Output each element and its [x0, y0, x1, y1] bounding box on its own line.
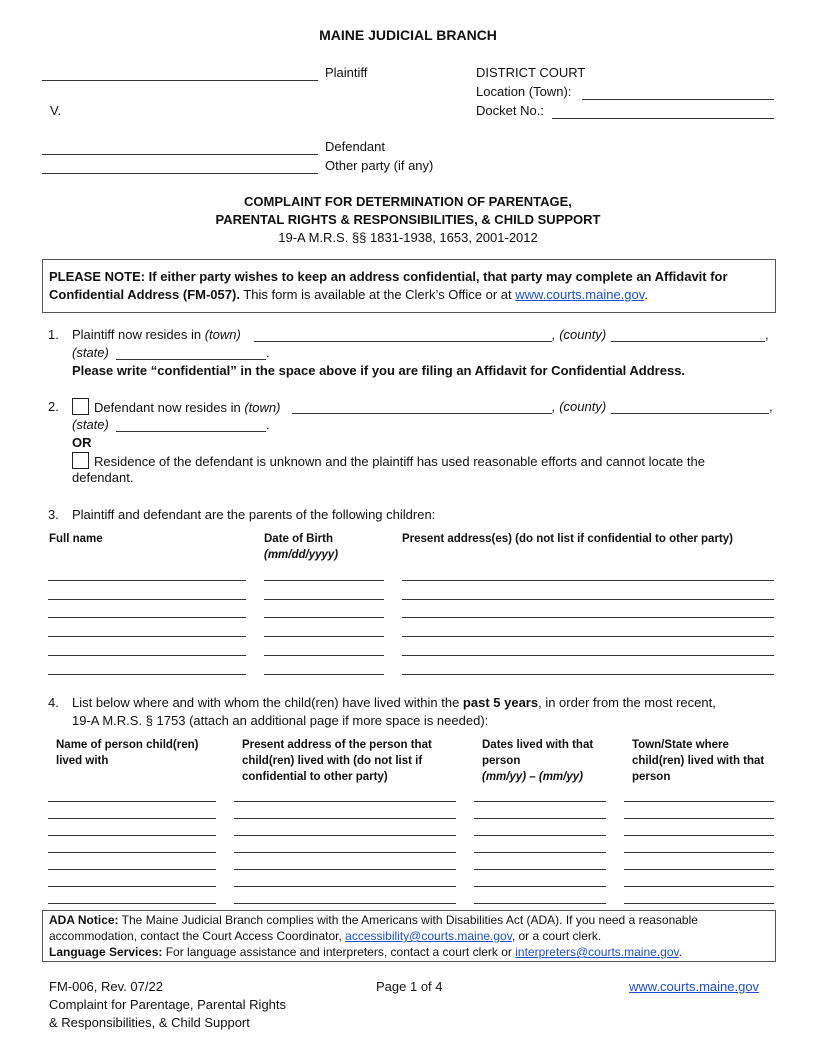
language-text: For language assistance and interpreters, contact a court clerk or: [162, 945, 516, 959]
item4-number: 4.: [48, 695, 59, 710]
item4-text-line2: 19-A M.R.S. § 1753 (attach an additional page if more space is needed):: [72, 713, 489, 728]
ada-text2: accommodation, contact the Court Access Coordinator,: [49, 929, 346, 943]
residence-row[interactable]: [48, 852, 216, 853]
residence-row[interactable]: [234, 886, 456, 887]
residence-row[interactable]: [234, 818, 456, 819]
notice-link[interactable]: www.courts.maine.gov: [515, 287, 645, 302]
residence-row[interactable]: [234, 835, 456, 836]
residence-row[interactable]: [624, 886, 774, 887]
ada-line3: [49, 945, 682, 959]
child-dob-row[interactable]: [264, 636, 384, 637]
child-dob-row[interactable]: [264, 674, 384, 675]
item3-number: 3.: [48, 507, 59, 522]
col-dates-l1: Dates lived with that: [482, 739, 594, 751]
unknown-text: Residence of the defendant is unknown and the plaintiff has used reasonable efforts and cannot locate the: [94, 454, 705, 469]
page-number: Page 1 of 4: [376, 979, 443, 994]
versus-label: V.: [50, 103, 62, 118]
defendant-residence-checkbox[interactable]: [72, 398, 89, 415]
residence-row[interactable]: [474, 852, 606, 853]
residence-row[interactable]: [474, 835, 606, 836]
item4-text-a: List below where and with whom the child(ren) have lived within the: [72, 695, 463, 710]
item2-text: [72, 398, 280, 415]
residence-row[interactable]: [624, 835, 774, 836]
item3-text: Plaintiff and defendant are the parents of the following children:: [72, 507, 436, 522]
item2-lead: Defendant now resides in: [94, 400, 245, 415]
item1-state-label: (state): [72, 345, 109, 360]
residence-row[interactable]: [48, 886, 216, 887]
item1-text: [72, 327, 241, 342]
notice-line1: PLEASE NOTE: If either party wishes to keep an address confidential, that party may complete an Affidavit for: [49, 269, 728, 284]
col-town-l1: Town/State where: [632, 739, 729, 751]
notice-bold: Confidential Address (FM-057).: [49, 287, 240, 302]
plaintiff-town-field[interactable]: [254, 341, 552, 342]
ada-end: .: [678, 945, 682, 959]
notice-line2: [49, 287, 648, 302]
interpreters-email-link[interactable]: interpreters@courts.maine.gov: [515, 945, 679, 959]
form-name-line2: & Responsibilities, & Child Support: [49, 1015, 250, 1030]
residence-row[interactable]: [48, 818, 216, 819]
ada-line2: [49, 929, 601, 943]
ada-text1: The Maine Judicial Branch complies with the Americans with Disabilities Act (ADA). If you need a reasonable: [118, 913, 698, 927]
defendant-label: Defendant: [325, 139, 385, 154]
child-address-row[interactable]: [402, 674, 774, 675]
item2-number: 2.: [48, 399, 59, 414]
item1-instruction: Please write “confidential” in the space above if you are filing an Affidavit for Confidential Address.: [72, 363, 686, 378]
child-dob-row[interactable]: [264, 580, 384, 581]
child-name-row[interactable]: [48, 655, 246, 656]
col-person-l1: Name of person child(ren): [56, 739, 199, 751]
defendant-unknown-checkbox[interactable]: [72, 452, 89, 469]
col-dates: [482, 737, 593, 785]
child-name-row[interactable]: [48, 674, 246, 675]
item2-state-label: (state): [72, 417, 109, 432]
form-id: FM-006, Rev. 07/22: [49, 979, 163, 994]
other-party-field[interactable]: [42, 173, 318, 174]
location-label: Location (Town):: [476, 84, 572, 99]
plaintiff-name-field[interactable]: [42, 80, 318, 81]
child-name-row[interactable]: [48, 636, 246, 637]
col-town-l2: child(ren) lived with that: [632, 755, 765, 767]
item2-or: OR: [72, 435, 92, 450]
residence-row[interactable]: [474, 886, 606, 887]
residence-row[interactable]: [474, 903, 606, 904]
item1-town-label: (town): [204, 327, 241, 342]
form-statute: 19-A M.R.S. §§ 1831-1938, 1653, 2001-2012: [278, 230, 538, 245]
notice-end: .: [644, 287, 648, 302]
docket-field[interactable]: [552, 118, 774, 119]
col-town-l3: person: [632, 771, 671, 783]
child-address-row[interactable]: [402, 617, 774, 618]
col-dates-l3: (mm/yy) – (mm/yy): [482, 771, 583, 783]
child-address-row[interactable]: [402, 636, 774, 637]
residence-row[interactable]: [474, 818, 606, 819]
form-title-line2: PARENTAL RIGHTS & RESPONSIBILITIES, & CHILD SUPPORT: [215, 212, 601, 227]
col-addr-l3: confidential to other party): [242, 771, 388, 783]
child-address-row[interactable]: [402, 655, 774, 656]
other-party-label: Other party (if any): [325, 158, 434, 173]
child-address-row[interactable]: [402, 580, 774, 581]
defendant-state-field[interactable]: [116, 431, 266, 432]
residence-row[interactable]: [624, 818, 774, 819]
branch-title: MAINE JUDICIAL BRANCH: [319, 27, 497, 43]
defendant-town-field[interactable]: [292, 413, 552, 414]
residence-row[interactable]: [234, 852, 456, 853]
court-label: DISTRICT COURT: [476, 65, 586, 80]
residence-row[interactable]: [48, 869, 216, 870]
child-name-row[interactable]: [48, 617, 246, 618]
ada-text3: , or a court clerk.: [511, 929, 602, 943]
item4-text-b: , in order from the most recent,: [538, 695, 716, 710]
col-person-address: [242, 737, 432, 785]
residence-row[interactable]: [474, 869, 606, 870]
residence-row[interactable]: [474, 801, 606, 802]
col-dob: Date of Birth: [264, 533, 333, 545]
ada-label: ADA Notice:: [49, 913, 119, 927]
accessibility-email-link[interactable]: accessibility@courts.maine.gov: [345, 929, 512, 943]
child-address-row[interactable]: [402, 599, 774, 600]
item2-county-label: , (county): [552, 399, 607, 414]
child-dob-row[interactable]: [264, 655, 384, 656]
defendant-name-field[interactable]: [42, 154, 318, 155]
plaintiff-county-field[interactable]: [611, 341, 765, 342]
col-addr-l1: Present address of the person that: [242, 739, 432, 751]
residence-row[interactable]: [624, 801, 774, 802]
child-dob-row[interactable]: [264, 617, 384, 618]
residence-row[interactable]: [234, 903, 456, 904]
col-person-l2: lived with: [56, 755, 109, 767]
col-person: [56, 737, 199, 769]
item1-number: 1.: [48, 327, 59, 342]
col-dob-format: (mm/dd/yyyy): [264, 549, 339, 561]
residence-row[interactable]: [234, 801, 456, 802]
item4-text: [72, 695, 716, 710]
language-label: Language Services:: [49, 945, 163, 959]
plaintiff-state-field[interactable]: [116, 359, 266, 360]
residence-row[interactable]: [48, 801, 216, 802]
col-full-name: Full name: [49, 533, 103, 545]
residence-row[interactable]: [624, 869, 774, 870]
ada-line1: [49, 913, 698, 927]
item2-unknown-line2: defendant.: [72, 470, 134, 485]
form-title-line1: COMPLAINT FOR DETERMINATION OF PARENTAGE,: [244, 194, 572, 209]
footer-website-link[interactable]: www.courts.maine.gov: [629, 979, 760, 994]
form-name-line1: Complaint for Parentage, Parental Rights: [49, 997, 287, 1012]
notice-text: This form is available at the Clerk’s Office or at: [239, 287, 516, 302]
residence-row[interactable]: [48, 903, 216, 904]
item4-text-bold: past 5 years: [462, 695, 539, 710]
residence-row[interactable]: [234, 869, 456, 870]
col-town-state: [632, 737, 764, 785]
child-name-row[interactable]: [48, 580, 246, 581]
item2-unknown-line1: [72, 452, 705, 469]
col-dates-l2: person: [482, 755, 521, 767]
residence-row[interactable]: [624, 903, 774, 904]
residence-row[interactable]: [624, 852, 774, 853]
col-addr-l2: child(ren) lived with (do not list if: [242, 755, 423, 767]
confidential-notice-box: [42, 259, 776, 313]
residence-row[interactable]: [48, 835, 216, 836]
col-address: Present address(es) (do not list if confidential to other party): [402, 533, 733, 545]
plaintiff-label: Plaintiff: [325, 65, 368, 80]
item2-town-label: (town): [244, 400, 281, 415]
defendant-county-field[interactable]: [611, 413, 769, 414]
item1-county-label: , (county): [552, 327, 607, 342]
child-name-row[interactable]: [48, 599, 246, 600]
child-dob-row[interactable]: [264, 599, 384, 600]
location-field[interactable]: [582, 99, 774, 100]
docket-label: Docket No.:: [476, 103, 544, 118]
item1-lead: Plaintiff now resides in: [72, 327, 205, 342]
